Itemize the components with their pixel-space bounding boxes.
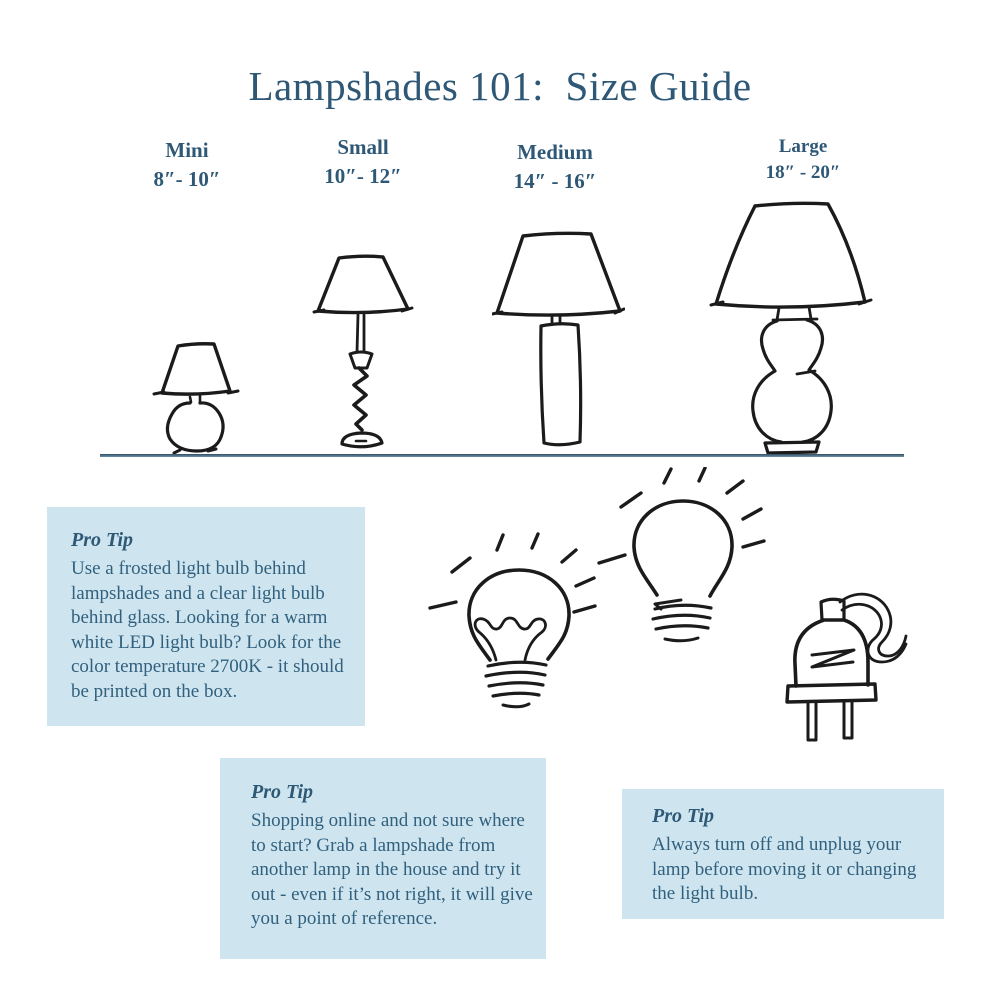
pro-tip-heading: Pro Tip (71, 529, 134, 551)
size-range: 18″ - 20″ (765, 162, 841, 183)
size-label-large (718, 137, 888, 183)
size-name: Small (337, 135, 389, 159)
pro-tip-body: Shopping online and not sure where to start? Grab a lampshade from another lamp in the house and try it out - even if it’s not right, it will give you a point of reference. (251, 810, 533, 929)
size-label-mini (102, 139, 272, 191)
size-name: Medium (517, 140, 593, 164)
size-range: 8″- 10″ (153, 167, 221, 191)
size-range: 14″ - 16″ (513, 169, 597, 193)
mini-lamp-icon (150, 340, 242, 454)
pro-tip-body: Use a frosted light bulb behind lampshades and a clear light bulb behind glass. Looking for a warm white LED light bulb? Look for the color temperature 2700K - it should be printed on the box. (71, 558, 344, 702)
pro-tip-box-shopping (220, 758, 546, 959)
size-label-medium (470, 141, 640, 193)
pro-tip-heading: Pro Tip (652, 805, 715, 827)
frosted-bulb-icon (424, 532, 598, 716)
size-label-small (278, 136, 448, 188)
plug-icon (760, 592, 932, 756)
large-lamp-icon (709, 197, 874, 455)
pro-tip-box-bulb-choice (47, 507, 365, 726)
size-range: 10″- 12″ (324, 164, 402, 188)
clear-bulb-icon (597, 467, 767, 661)
page-title: Lampshades 101: Size Guide (248, 63, 752, 109)
medium-lamp-icon (492, 229, 625, 455)
pro-tip-heading: Pro Tip (251, 781, 314, 803)
pro-tip-box-safety (622, 789, 944, 919)
size-name: Large (778, 136, 828, 157)
baseline-divider (100, 454, 904, 457)
small-lamp-icon (312, 252, 414, 454)
size-name: Mini (165, 138, 209, 162)
pro-tip-body: Always turn off and unplug your lamp before moving it or changing the light bulb. (652, 834, 917, 904)
